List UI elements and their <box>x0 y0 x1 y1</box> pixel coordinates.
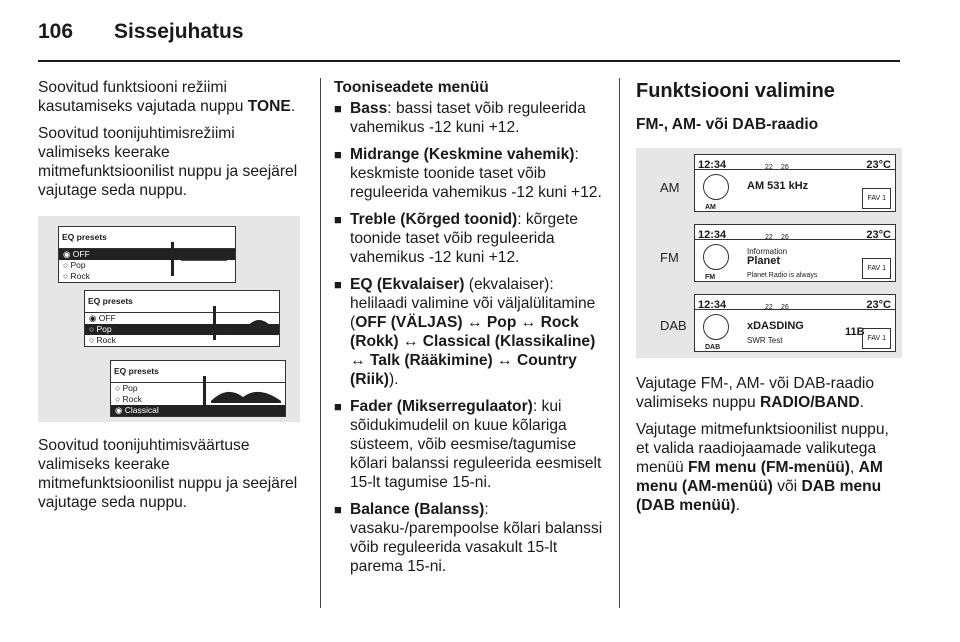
radio-antenna-icon <box>703 244 729 270</box>
page-header <box>38 20 244 44</box>
eq-presets-figure <box>38 216 300 422</box>
list-item: ■ Midrange (Keskmine vahemik): keskmiste toonide taset võib reguleerida vahemikus -12 kuni +12. <box>334 145 614 202</box>
radio-screen-fm: 12:34 22 26 23°C FM Information Planet Planet Radio is always FAV 1 <box>694 224 896 282</box>
paragraph: Vajutage FM-, AM- või DAB-raadio valimiseks nuppu RADIO/BAND. <box>636 375 875 411</box>
list-item: ■ Treble (Kõrged toonid): kõrgete toonide taset võib reguleerida vahemikus -12 kuni +12. <box>334 210 614 267</box>
paragraph: Soovitud funktsiooni režiimi kasutamiseks vajutada nuppu TONE. <box>38 79 296 115</box>
fav-indicator: FAV 1 <box>862 328 891 349</box>
section-heading: Tooniseadete menüü <box>334 79 489 96</box>
eq-screen: EQ presets ○ Pop ○ Rock ◉ Classical <box>110 360 286 417</box>
fav-indicator: FAV 1 <box>862 188 891 209</box>
radio-label-am: AM <box>660 180 680 195</box>
column-1 <box>38 78 308 520</box>
header-rule <box>38 60 900 62</box>
list-item: ■ Bass: bassi taset võib reguleerida vahemikus -12 kuni +12. <box>334 99 614 137</box>
eq-screen: EQ presets ◉ OFF ○ Pop ○ Rock <box>84 290 280 347</box>
eq-curve <box>181 260 227 261</box>
radio-antenna-icon <box>703 314 729 340</box>
column-separator <box>619 78 620 608</box>
radio-antenna-icon <box>703 174 729 200</box>
tone-settings-list <box>334 99 614 576</box>
radio-label-fm: FM <box>660 250 679 265</box>
paragraph: Soovitud toonijuhtimisväärtuse valimiseks keerake mitmefunktsioonilist nuppu ja seejärel vajutage seda nuppu. <box>38 437 298 511</box>
sub-heading: FM-, AM- või DAB-raadio <box>636 116 819 133</box>
scrollbar <box>171 242 174 276</box>
page-number: 106 <box>38 20 74 43</box>
list-item: ■ Fader (Mikserregulaator): kui sõidukimudelil on kuue kõlariga süsteem, võib eesmise/tagumise kõlari balanssi reguleerida eesmiselt 15-lt tagumise 15-ni. <box>334 397 614 492</box>
page-title: Sissejuhatus <box>114 20 244 43</box>
column-3 <box>636 78 906 523</box>
paragraph: Vajutage mitmefunktsioonilist nuppu, et valida raadiojaamade valikutega menüü FM menu (FM-menüü), AM menu (AM-menüü) või DAB menu (DAB menüü). <box>636 421 889 514</box>
radio-screen-am: 12:34 22 26 23°C AM AM 531 kHz FAV 1 <box>694 154 896 212</box>
column-2 <box>334 78 614 584</box>
eq-screen: EQ presets ◉ OFF ○ Pop ○ Rock <box>58 226 236 283</box>
column-separator <box>320 78 321 608</box>
paragraph: Soovitud toonijuhtimisrežiimi valimiseks keerake mitmefunktsioonilist nuppu ja seejärel vajutage seda nuppu. <box>38 125 298 199</box>
radio-screen-dab: 12:34 22 26 23°C DAB xDASDING SWR Test 11B FAV 1 <box>694 294 896 352</box>
scrollbar <box>203 376 206 410</box>
scrollbar <box>213 306 216 340</box>
fav-indicator: FAV 1 <box>862 258 891 279</box>
list-item: ■ EQ (Ekvalaiser) (ekvalaiser): helilaadi valimine või väljalülitamine (OFF (VÄLJAS) ↔ Pop ↔ Rock (Rokk) ↔ Classical (Klassikaline) ↔ Talk (Rääkimine) ↔ Country (Riik)). <box>334 275 614 389</box>
radio-screens-figure <box>636 148 902 358</box>
radio-label-dab: DAB <box>660 318 687 333</box>
list-item: ■ Balance (Balanss): vasaku-/parempoolse kõlari balanssi võib reguleerida vasakult 15-lt parema 15-ni. <box>334 500 614 576</box>
section-heading: Funktsiooni valimine <box>636 80 835 102</box>
eq-curve <box>223 313 277 335</box>
eq-curve <box>211 383 283 405</box>
